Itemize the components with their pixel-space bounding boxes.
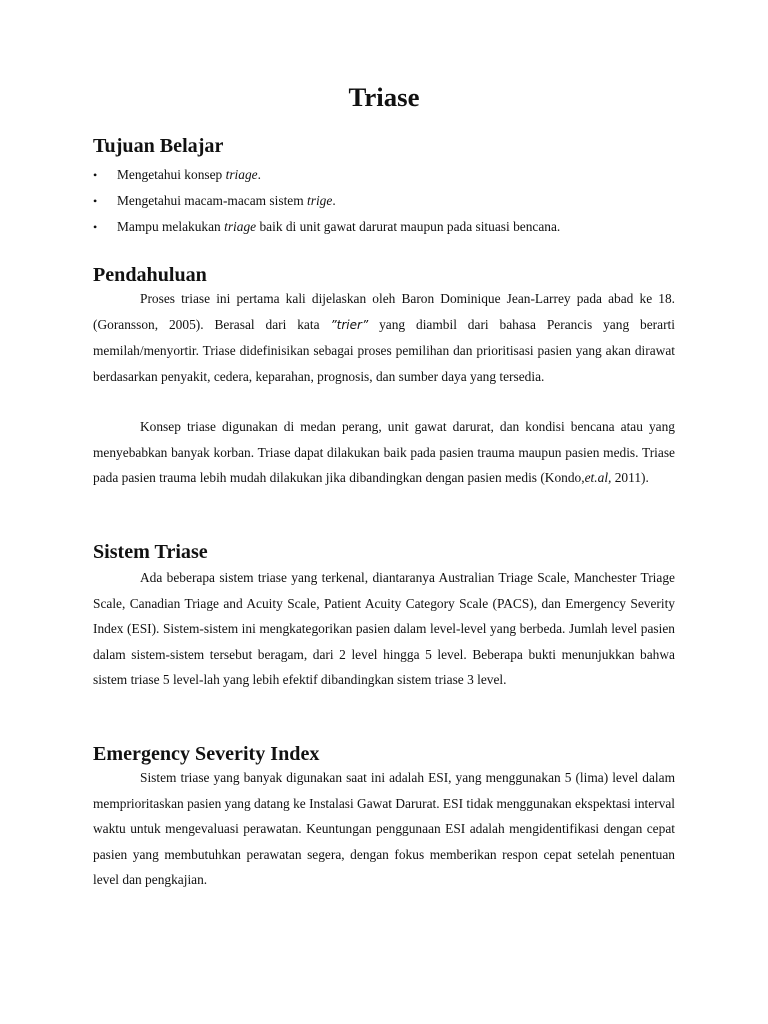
list-item: • Mampu melakukan triage baik di unit gawat darurat maupun pada situasi bencana. [93,214,675,240]
bullet-icon: • [93,168,98,182]
bullet-icon: • [93,194,98,208]
heading-tujuan-belajar: Tujuan Belajar [93,135,224,157]
objectives-list [93,162,675,240]
heading-sistem-triase: Sistem Triase [93,541,208,563]
list-item: • Mengetahui konsep triage. [93,162,675,188]
heading-emergency-severity-index: Emergency Severity Index [93,743,320,765]
paragraph-esi: Sistem triase yang banyak digunakan saat ini adalah ESI, yang menggunakan 5 (lima) level dalam memprioritaskan pasien yang datang ke Instalasi Gawat Darurat. ESI tidak menggunakan ekspektasi interval waktu untuk mengevaluasi perawatan. Keuntungan penggunaan ESI adalah mengidentifikasi dengan cepat pasien yang membutuhkan perawatan segera, dengan fokus memberikan respon cepat setelah penentuan level dan pengkajian. [93,770,675,887]
paragraph-pendahuluan-2: Konsep triase digunakan di medan perang, unit gawat darurat, dan kondisi bencana atau yang menyebabkan banyak korban. Triase dapat dilakukan baik pada pasien trauma maupun pasien medis. Triase pada pasien trauma lebih mudah dilakukan jika dibandingkan dengan pasien medis (Kondo,et.al, 2011). [93,419,675,485]
document-page [93,0,675,1024]
document-title: Triase [348,82,420,112]
paragraph-pendahuluan-1: Proses triase ini pertama kali dijelaskan oleh Baron Dominique Jean-Larrey pada abad ke 18. (Goransson, 2005). Berasal dari kata ”trier” yang diambil dari bahasa Perancis yang berarti memilah/menyortir. Triase didefinisikan sebagai proses pemilihan dan prioritisasi pasien yang akan dirawat berdasarkan penyakit, cedera, keparahan, prognosis, dan sumber daya yang tersedia. [93,291,675,384]
bullet-icon: • [93,220,98,234]
list-item: • Mengetahui macam-macam sistem trige. [93,188,675,214]
heading-pendahuluan: Pendahuluan [93,264,207,286]
paragraph-sistem-triase: Ada beberapa sistem triase yang terkenal, diantaranya Australian Triage Scale, Manchester Triage Scale, Canadian Triage and Acuity Scale, Patient Acuity Category Scale (PACS), dan Emergency Severity Index (ESI). Sistem-sistem ini mengkategorikan pasien dalam level-level yang berbeda. Jumlah level pasien dalam sistem-sistem tersebut beragam, dari 2 level hingga 5 level. Beberapa bukti menunjukkan bahwa sistem triase 5 level-lah yang lebih efektif dibandingkan sistem triase 3 level. [93,570,675,687]
